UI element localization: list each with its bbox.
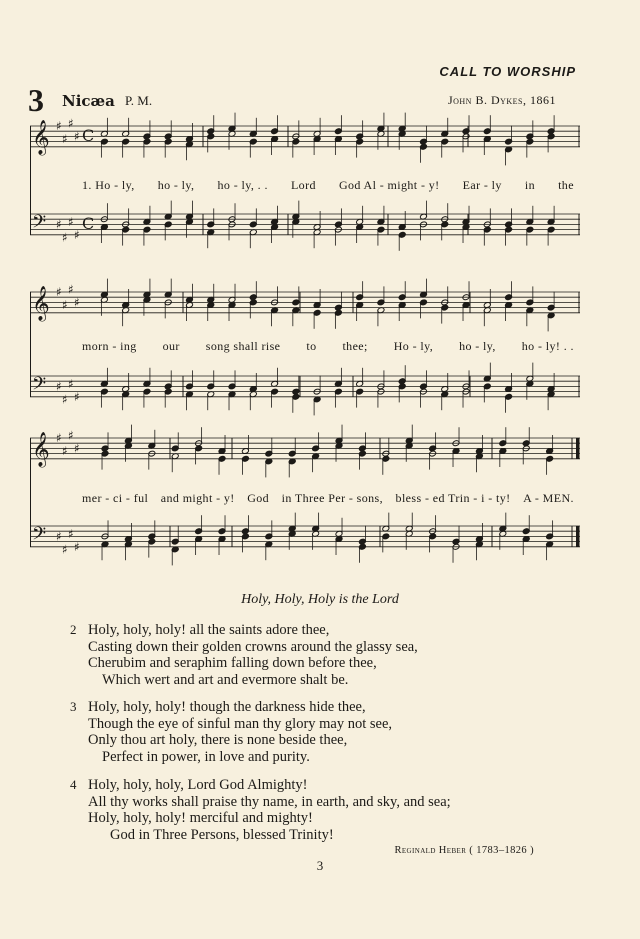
- lyric-syllable: song shall rise: [205, 339, 281, 353]
- tune-name: Nicæa: [62, 92, 115, 110]
- svg-text:♯: ♯: [62, 230, 68, 245]
- section-title: CALL TO WORSHIP: [439, 64, 576, 79]
- svg-text:♯: ♯: [68, 428, 74, 443]
- lyric-syllable: bless - ed Trin - i - ty!: [395, 491, 511, 505]
- lyric-syllable: in: [524, 178, 535, 192]
- verse-line: Holy, holy, holy! merciful and mighty!: [88, 810, 313, 826]
- lyric-syllable: ho - ly,: [157, 178, 195, 192]
- svg-text:♯: ♯: [62, 298, 68, 312]
- svg-text:♯: ♯: [56, 529, 62, 544]
- verse-line: Holy, holy, holy! all the saints adore thee,: [88, 622, 330, 638]
- verse-line: God in Three Persons, blessed Trinity!: [110, 826, 334, 843]
- verse-line: Though the eye of sinful man thy glory may not see,: [88, 715, 393, 732]
- author-credit: Reginald Heber ( 1783–1826 ): [394, 845, 534, 856]
- svg-text:♯: ♯: [56, 285, 62, 299]
- verse-line: Only thou art holy, there is none beside thee,: [88, 732, 348, 748]
- verse-line: Holy, holy, holy! though the darkness hide thee,: [88, 699, 366, 715]
- lyric-line-3: [82, 491, 574, 506]
- verse-line: Cherubim and seraphim falling down before thee,: [88, 655, 377, 671]
- svg-text:𝄢: 𝄢: [32, 212, 47, 237]
- svg-text:𝄢: 𝄢: [32, 374, 47, 399]
- svg-text:♯: ♯: [62, 542, 68, 557]
- svg-text:♯: ♯: [62, 132, 68, 146]
- svg-text:♯: ♯: [74, 539, 80, 554]
- lyric-syllable: Lord: [290, 178, 316, 192]
- lyric-line-2: [82, 339, 574, 354]
- verse-line: All thy works shall praise thy name, in earth, and sky, and sea;: [88, 793, 451, 810]
- lyric-line-1: [82, 178, 574, 193]
- lyric-syllable: ho - ly,: [459, 339, 496, 353]
- svg-text:♯: ♯: [74, 295, 80, 310]
- svg-text:♯: ♯: [56, 431, 62, 445]
- lyric-syllable: our: [162, 339, 180, 353]
- svg-text:𝄞: 𝄞: [32, 286, 50, 321]
- composer: John B. Dykes, 1861: [447, 93, 556, 107]
- page-number: 3: [316, 858, 324, 873]
- svg-text:♯: ♯: [74, 227, 80, 242]
- lyric-syllable: God: [247, 491, 270, 505]
- hymn-caption: Holy, Holy, Holy is the Lord: [241, 592, 399, 607]
- svg-text:C: C: [82, 214, 95, 233]
- score-system-1: [30, 112, 580, 282]
- svg-text:C: C: [82, 126, 95, 145]
- verse-number: 4: [70, 777, 77, 792]
- lyric-syllable: 1. Ho - ly,: [82, 178, 135, 192]
- lyric-syllable: morn - ing: [82, 339, 137, 353]
- svg-text:♯: ♯: [68, 214, 74, 229]
- music-system-1: [30, 112, 580, 282]
- verse-line: Holy, holy, holy, Lord God Almighty!: [88, 777, 308, 793]
- svg-text:♯: ♯: [68, 116, 74, 131]
- verse-2: [70, 622, 418, 688]
- svg-text:♯: ♯: [56, 379, 62, 394]
- svg-text:♯: ♯: [62, 444, 68, 458]
- svg-text:♯: ♯: [56, 119, 62, 133]
- svg-text:𝄞: 𝄞: [32, 120, 50, 155]
- lyric-syllable: in Three Per - sons,: [281, 491, 384, 505]
- music-system-2: [30, 278, 580, 428]
- lyric-syllable: ho - ly! . .: [521, 339, 574, 353]
- lyric-syllable: Ear - ly: [462, 178, 502, 192]
- lyric-syllable: mer - ci - ful: [82, 491, 149, 505]
- svg-text:♯: ♯: [62, 392, 68, 407]
- svg-text:♯: ♯: [74, 441, 80, 456]
- verse-line: Casting down their golden crowns around the glassy sea,: [88, 638, 418, 655]
- music-system-3: [30, 424, 580, 584]
- lyric-syllable: thee;: [342, 339, 368, 353]
- lyric-syllable: ho - ly, . .: [217, 178, 268, 192]
- lyric-syllable: God Al - might - y!: [338, 178, 440, 192]
- lyric-syllable: A - MEN.: [523, 491, 574, 505]
- verse-3: [70, 699, 393, 765]
- svg-text:♯: ♯: [74, 129, 80, 144]
- lyric-syllable: to: [306, 339, 317, 353]
- svg-text:𝄞: 𝄞: [32, 432, 50, 467]
- svg-text:♯: ♯: [68, 526, 74, 541]
- hymn-number: 3: [28, 82, 44, 118]
- verse-number: 3: [70, 699, 77, 714]
- verse-line: Perfect in power, in love and purity.: [102, 748, 310, 765]
- svg-text:♯: ♯: [56, 217, 62, 232]
- meter: P. M.: [125, 93, 153, 108]
- svg-text:𝄢: 𝄢: [32, 524, 47, 549]
- verse-4: [70, 777, 451, 843]
- verse-number: 2: [70, 622, 77, 637]
- lyric-syllable: the: [558, 178, 574, 192]
- lyric-syllable: Ho - ly,: [393, 339, 434, 353]
- svg-text:♯: ♯: [68, 282, 74, 297]
- verse-line: Which wert and art and evermore shalt be.: [102, 671, 349, 688]
- svg-text:♯: ♯: [74, 389, 80, 404]
- svg-text:♯: ♯: [68, 376, 74, 391]
- lyric-syllable: and might - y!: [160, 491, 235, 505]
